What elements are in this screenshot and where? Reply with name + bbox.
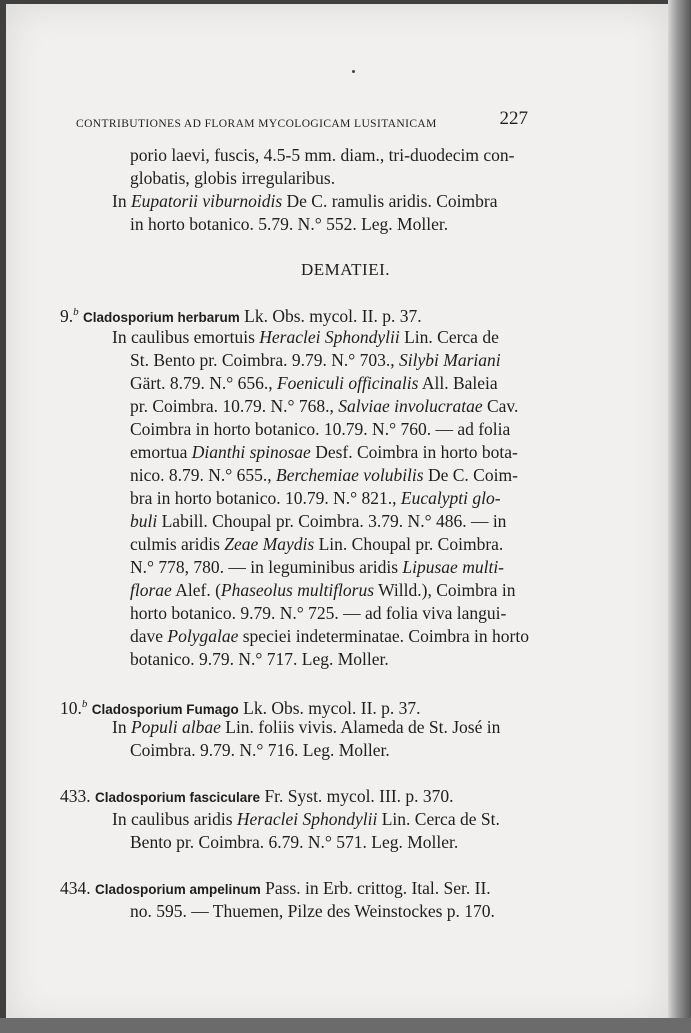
text-line: botanico. 9.79. N.° 717. Leg. Moller. [130, 649, 389, 669]
text-line: globatis, globis irregularibus. [130, 168, 336, 188]
text-line: bra in horto botanico. 10.79. N.° 821., Eucalypti glo- [130, 488, 501, 508]
text-line: horto botanico. 9.79. N.° 725. — ad folia viva langui- [130, 603, 507, 623]
entry-title: 9.$^b$ Cladosporium herbarum Lk. Obs. mycol. II. p. 37. [60, 305, 422, 326]
running-title: CONTRIBUTIONES AD FLORAM MYCOLOGICAM LUSITANICAM [76, 118, 437, 130]
species-name: Cladosporium fasciculare [95, 790, 261, 805]
text-line: florae Alef. (Phaseolus multiflorus Willd.), Coimbra in [130, 580, 516, 600]
text-line: Coimbra. 9.79. N.° 716. Leg. Moller. [130, 740, 390, 760]
entry-title: 10.$^b$ Cladosporium Fumago Lk. Obs. mycol. II. p. 37. [60, 697, 421, 718]
text-line: Coimbra in horto botanico. 10.79. N.° 760. — ad folia [130, 419, 511, 439]
page-number: 227 [499, 108, 528, 129]
text-line: no. 595. — Thuemen, Pilze des Weinstockes p. 170. [130, 901, 495, 921]
running-head [76, 108, 528, 132]
species-name: Cladosporium Fumago [91, 701, 239, 717]
text-line: dave Polygalae speciei indeterminatae. Coimbra in horto [130, 626, 529, 646]
text-line: porio laevi, fuscis, 4.5-5 mm. diam., tri-duodecim con- [130, 145, 515, 165]
text-line: Gärt. 8.79. N.° 656., Foeniculi officinalis All. Baleia [130, 373, 498, 393]
text-line: nico. 8.79. N.° 655., Berchemiae volubilis De C. Coim- [130, 465, 518, 485]
text-line: pr. Coimbra. 10.79. N.° 768., Salviae involucratae Cav. [130, 396, 519, 416]
text-line: N.° 778, 780. — in leguminibus aridis Lipusae multi- [130, 557, 505, 577]
text-line: culmis aridis Zeae Maydis Lin. Choupal pr. Coimbra. [130, 534, 504, 554]
entry-title: 434. Cladosporium ampelinum Pass. in Erb. crittog. Ital. Ser. II. [60, 878, 491, 898]
text-line: In Eupatorii viburnoidis De C. ramulis aridis. Coimbra [112, 191, 498, 211]
species-name: Cladosporium ampelinum [95, 882, 261, 897]
text-line: Bento pr. Coimbra. 6.79. N.° 571. Leg. Moller. [130, 832, 459, 852]
species-name: Cladosporium herbarum [83, 309, 240, 325]
text-line: emortua Dianthi spinosae Desf. Coimbra in horto bota- [130, 442, 518, 462]
text-line: buli Labill. Choupal pr. Coimbra. 3.79. N.° 486. — in [130, 511, 507, 531]
text-line: In caulibus emortuis Heraclei Sphondylii Lin. Cerca de [112, 327, 499, 347]
entry-title: 433. Cladosporium fasciculare Fr. Syst. mycol. III. p. 370. [60, 786, 454, 806]
text-line: St. Bento pr. Coimbra. 9.79. N.° 703., Silybi Mariani [130, 350, 501, 370]
text-line: In Populi albae Lin. foliis vivis. Alameda de St. José in [112, 717, 501, 737]
section-heading: DEMATIEI. [300, 260, 390, 279]
text-line: in horto botanico. 5.79. N.° 552. Leg. Moller. [130, 214, 449, 234]
text-line: In caulibus aridis Heraclei Sphondylii Lin. Cerca de St. [112, 809, 500, 829]
